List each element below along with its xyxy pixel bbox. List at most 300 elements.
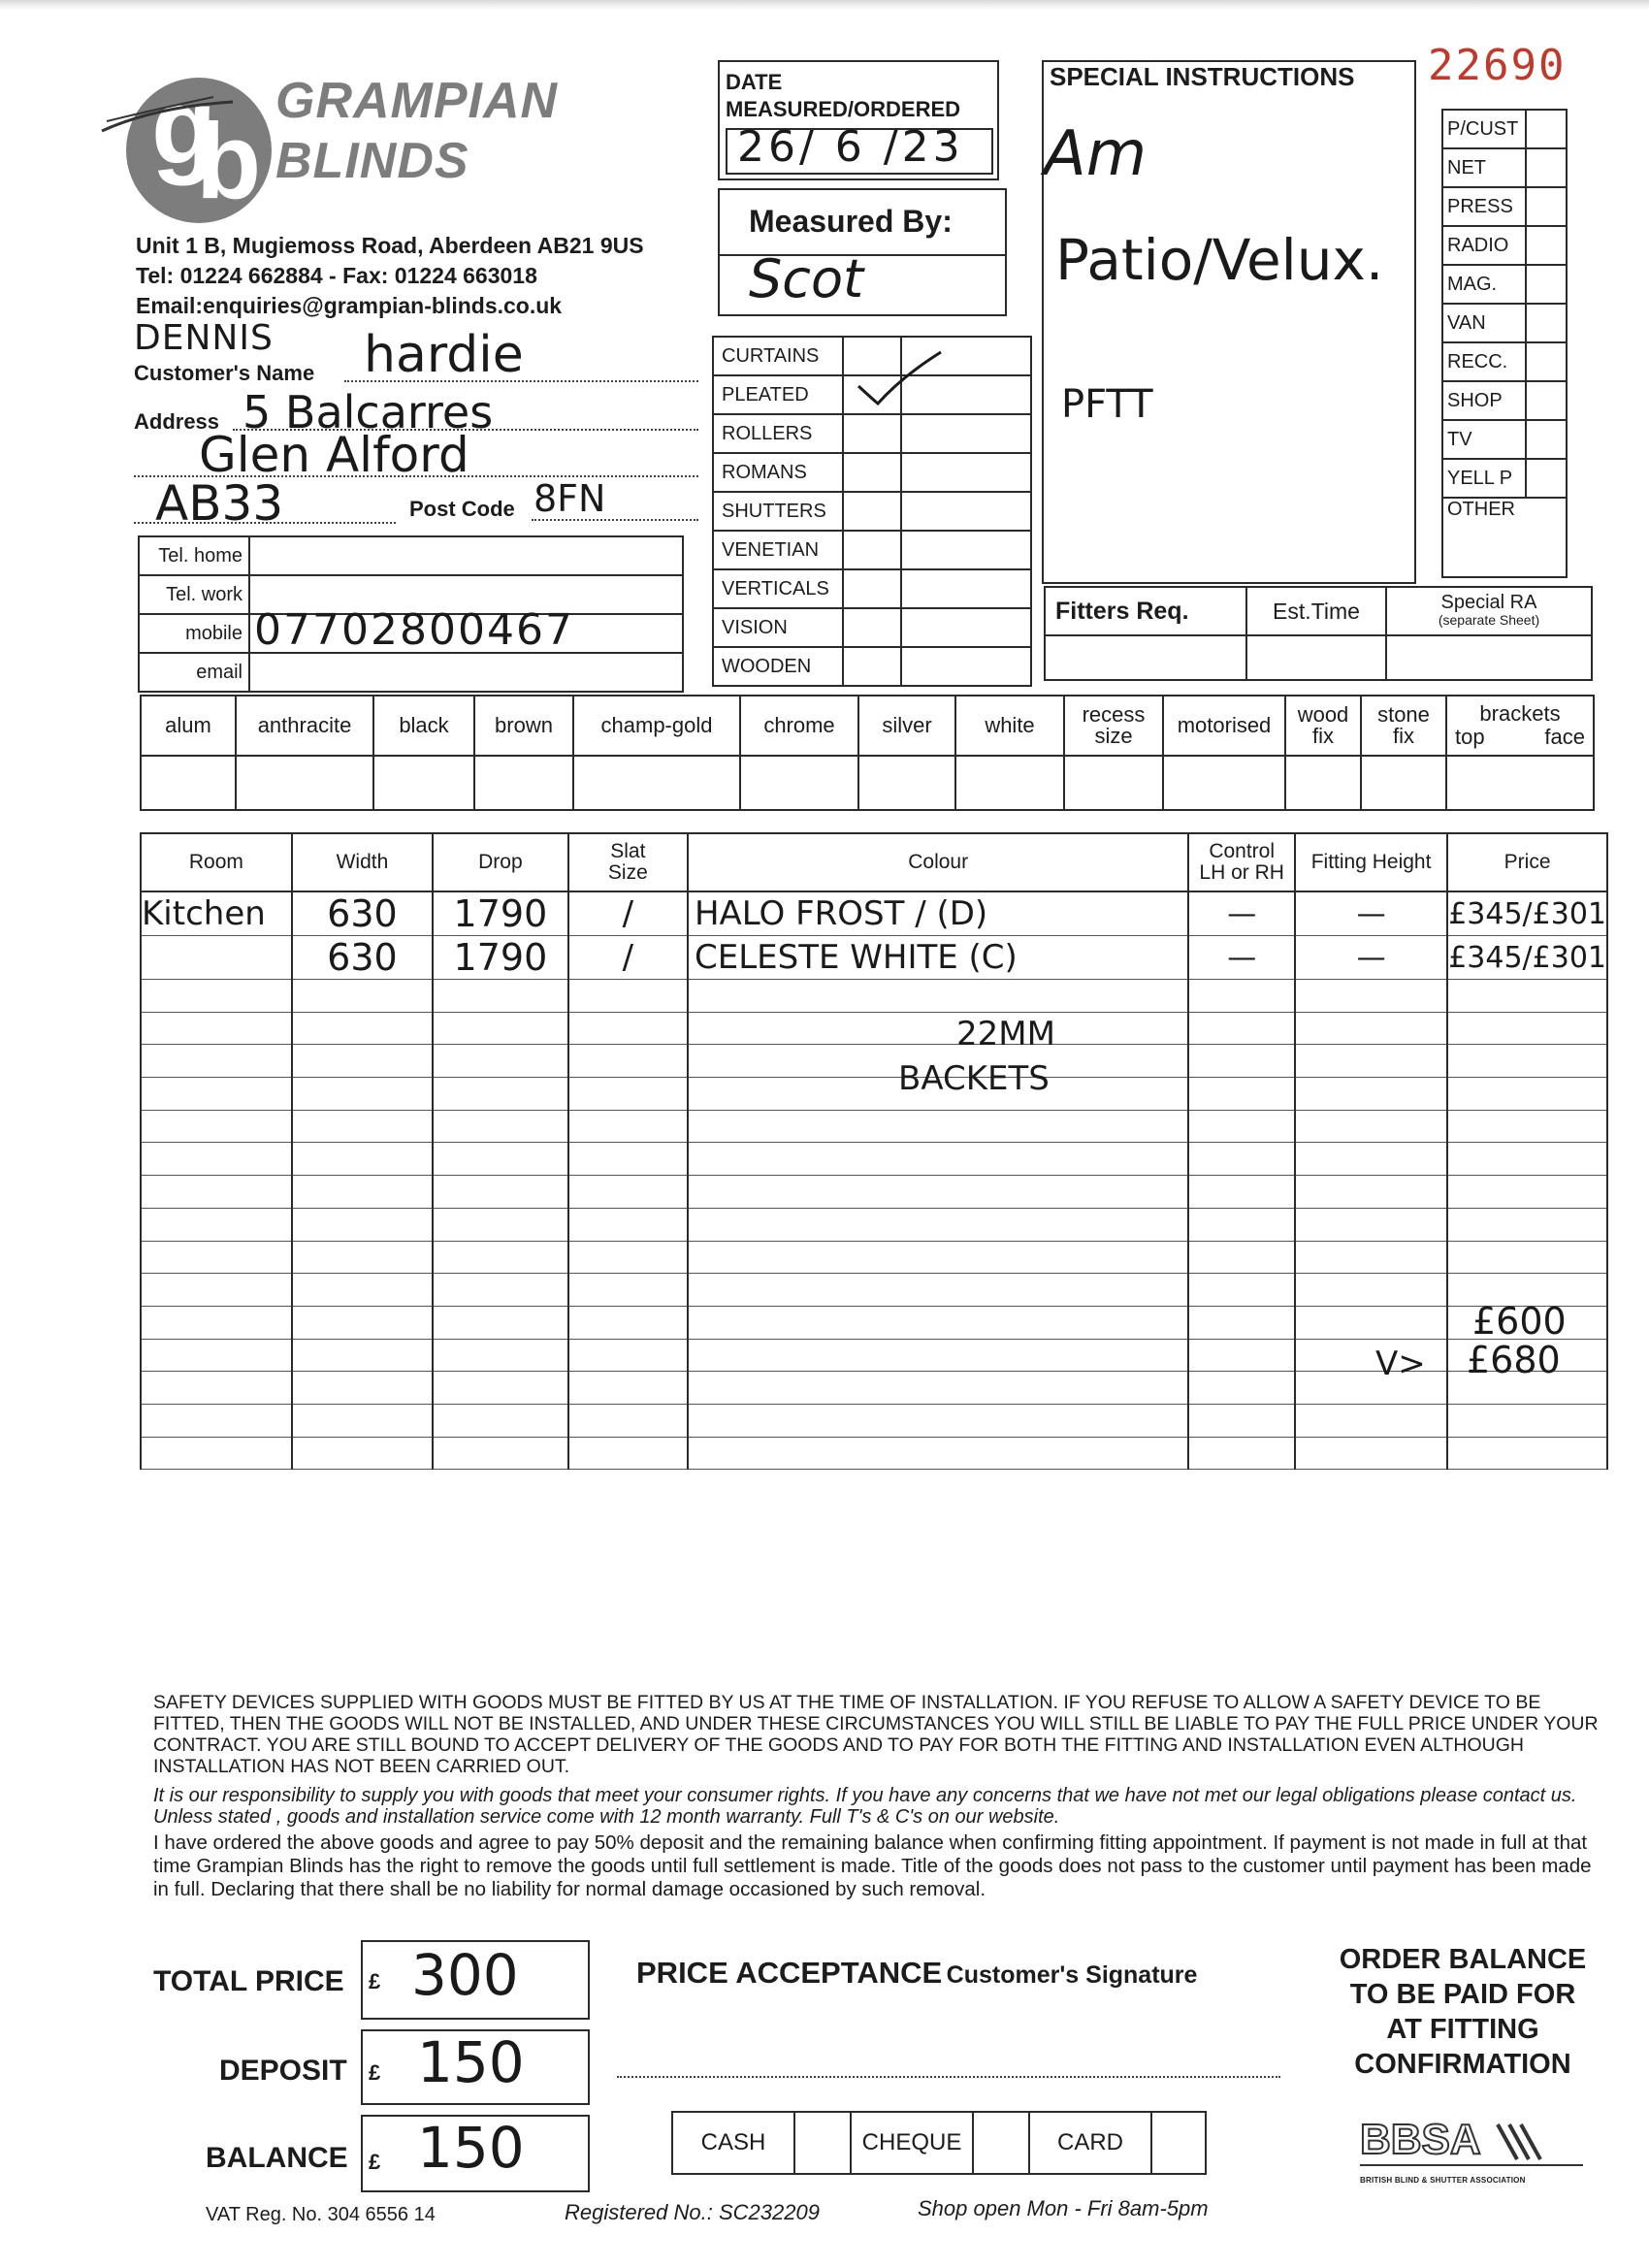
product-check[interactable]	[843, 569, 901, 608]
table-row	[141, 1078, 1607, 1111]
cell-colour[interactable]	[688, 1437, 1188, 1470]
address-line2-value: Glen Alford	[199, 427, 469, 483]
contact-table	[138, 535, 684, 693]
email-field[interactable]	[249, 653, 683, 692]
product-extra[interactable]	[901, 608, 1031, 647]
cell-colour[interactable]: CELESTE WHITE (C)	[688, 936, 1188, 980]
total-price-label: TOTAL PRICE	[153, 1965, 344, 1997]
table-row	[141, 1176, 1607, 1209]
cell-colour[interactable]	[688, 1306, 1188, 1339]
bracket-face-text: face	[1544, 725, 1585, 749]
order-balance-line1: ORDER BALANCE	[1339, 1944, 1587, 1975]
cell-fitting[interactable]	[1295, 1143, 1447, 1176]
date-field[interactable]	[726, 122, 993, 175]
payment-card-label: CARD	[1029, 2112, 1151, 2174]
product-check[interactable]	[843, 375, 901, 414]
cell-width[interactable]: 630	[292, 936, 433, 980]
price-acceptance-label: PRICE ACCEPTANCE	[636, 1956, 943, 1990]
deposit-value: 150	[417, 2029, 525, 2095]
cell-drop[interactable]: 1790	[433, 936, 568, 980]
company-email: Email:enquiries@grampian-blinds.co.uk	[136, 293, 563, 318]
header-price: Price	[1447, 833, 1607, 891]
cell-price[interactable]	[1447, 1078, 1607, 1111]
colour-silver-check[interactable]	[858, 756, 955, 810]
product-extra[interactable]	[901, 453, 1031, 492]
cell-width[interactable]	[292, 1110, 433, 1143]
source-check[interactable]	[1526, 304, 1567, 342]
order-balance-line3: AT FITTING	[1386, 2014, 1539, 2045]
cell-fitting[interactable]	[1295, 1208, 1447, 1241]
cell-slat[interactable]	[568, 1110, 688, 1143]
cell-price[interactable]: £345/£301	[1447, 936, 1607, 980]
cell-colour[interactable]	[688, 1176, 1188, 1209]
colour-chrome-check[interactable]	[740, 756, 858, 810]
cell-colour[interactable]	[688, 1372, 1188, 1405]
deposit-field[interactable]	[361, 2029, 590, 2105]
product-row	[713, 375, 1031, 414]
cell-drop[interactable]	[433, 1110, 568, 1143]
svg-text:b: b	[196, 102, 262, 221]
cell-colour[interactable]	[688, 1143, 1188, 1176]
stone-fix-text: fix	[1393, 724, 1414, 748]
cell-room[interactable]	[141, 1110, 292, 1143]
cell-fitting[interactable]	[1295, 1012, 1447, 1045]
source-check[interactable]	[1526, 187, 1567, 226]
header-drop: Drop	[433, 833, 568, 891]
cell-drop[interactable]	[433, 1143, 568, 1176]
product-check[interactable]	[843, 414, 901, 453]
payment-cash-check[interactable]	[794, 2112, 851, 2174]
cell-drop[interactable]	[433, 1208, 568, 1241]
cell-control[interactable]	[1188, 980, 1295, 1013]
cell-control[interactable]	[1188, 1110, 1295, 1143]
cell-price[interactable]	[1447, 1143, 1607, 1176]
cell-fitting[interactable]	[1295, 1274, 1447, 1307]
cell-control[interactable]: —	[1188, 936, 1295, 980]
cell-slat[interactable]	[568, 1045, 688, 1078]
colour-brown: brown	[474, 696, 573, 756]
motorised-label: motorised	[1163, 696, 1285, 756]
date-value: 26/ 6 /23	[737, 122, 964, 172]
cell-control[interactable]	[1188, 1012, 1295, 1045]
cell-width[interactable]	[292, 1208, 433, 1241]
table-row	[141, 1208, 1607, 1241]
cell-room[interactable]	[141, 1437, 292, 1470]
special-note-2: Patio/Velux.	[1055, 227, 1384, 293]
bracket-top-text: top	[1455, 725, 1485, 749]
product-label: ROLLERS	[713, 414, 843, 453]
source-check[interactable]	[1526, 342, 1567, 381]
price-acceptance	[636, 1956, 1197, 1991]
cell-slat[interactable]	[568, 1404, 688, 1437]
cell-width[interactable]	[292, 1306, 433, 1339]
fitters-field[interactable]	[1045, 635, 1246, 680]
cell-slat[interactable]	[568, 1274, 688, 1307]
logo-swoosh-icon	[97, 78, 242, 155]
product-row	[713, 608, 1031, 647]
cell-drop[interactable]	[433, 1012, 568, 1045]
address-line1-value: 5 Balcarres	[242, 386, 494, 438]
cell-slat[interactable]	[568, 1306, 688, 1339]
balance-value: 150	[417, 2115, 525, 2181]
stone-fix-check[interactable]	[1361, 756, 1446, 810]
total-price-field[interactable]	[361, 1940, 590, 2020]
cell-width[interactable]	[292, 1274, 433, 1307]
brackets-text: brackets	[1479, 701, 1561, 726]
wood-fix-label	[1285, 696, 1361, 756]
date-label-1: DATE	[726, 70, 783, 94]
customer-signature-label: Customer's Signature	[946, 1961, 1198, 1989]
cell-price[interactable]	[1447, 1208, 1607, 1241]
cell-room[interactable]	[141, 980, 292, 1013]
cell-slat[interactable]: /	[568, 936, 688, 980]
cell-control[interactable]	[1188, 1372, 1295, 1405]
recess-size-field[interactable]	[1064, 756, 1163, 810]
cell-drop[interactable]	[433, 1372, 568, 1405]
bbsa-letters: BBSA	[1360, 2117, 1481, 2163]
cell-fitting[interactable]	[1295, 1045, 1447, 1078]
source-check[interactable]	[1526, 148, 1567, 187]
cell-slat[interactable]	[568, 980, 688, 1013]
cell-slat[interactable]	[568, 1241, 688, 1274]
customer-name-label: Customer's Name	[134, 361, 315, 385]
cell-room[interactable]	[141, 1078, 292, 1111]
product-check[interactable]	[843, 453, 901, 492]
deposit-currency: £	[369, 2060, 381, 2085]
payment-cheque-check[interactable]	[973, 2112, 1029, 2174]
tel-work-label: Tel. work	[139, 575, 249, 614]
note-22mm: 22MM	[956, 1015, 1055, 1053]
address-label: Address	[134, 409, 220, 434]
reference-number: 22690	[1428, 41, 1567, 90]
table-row	[141, 1012, 1607, 1045]
cell-drop[interactable]	[433, 1339, 568, 1372]
cell-price[interactable]	[1447, 1241, 1607, 1274]
cell-fitting[interactable]	[1295, 980, 1447, 1013]
colour-anthracite: anthracite	[236, 696, 373, 756]
source-label: TV	[1442, 420, 1526, 459]
cell-control[interactable]	[1188, 1274, 1295, 1307]
cell-width[interactable]	[292, 980, 433, 1013]
check-mark-icon	[854, 347, 951, 415]
brackets-label	[1446, 696, 1594, 756]
colour-chrome: chrome	[740, 696, 858, 756]
cell-colour[interactable]	[688, 1241, 1188, 1274]
order-balance-line2: TO BE PAID FOR	[1349, 1979, 1576, 2010]
table-row	[141, 891, 1607, 936]
product-row	[713, 492, 1031, 531]
cell-drop[interactable]	[433, 1241, 568, 1274]
cell-width[interactable]	[292, 1176, 433, 1209]
cell-drop[interactable]	[433, 1306, 568, 1339]
cell-fitting[interactable]: —	[1295, 936, 1447, 980]
customer-name-value: hardie	[364, 326, 524, 384]
table-row	[141, 1437, 1607, 1470]
product-extra[interactable]	[901, 414, 1031, 453]
special-ra-field[interactable]	[1386, 635, 1592, 680]
payment-method-table	[671, 2111, 1207, 2175]
cell-drop[interactable]	[433, 1045, 568, 1078]
special-instructions-box[interactable]	[1042, 60, 1416, 584]
colour-black-check[interactable]	[373, 756, 474, 810]
cell-width[interactable]	[292, 1372, 433, 1405]
fitters-table	[1044, 586, 1593, 681]
product-extra[interactable]	[901, 647, 1031, 686]
cell-room[interactable]	[141, 1339, 292, 1372]
header-control	[1188, 833, 1295, 891]
cell-drop[interactable]	[433, 980, 568, 1013]
brackets-field[interactable]	[1446, 756, 1594, 810]
cell-slat[interactable]	[568, 1339, 688, 1372]
cell-width[interactable]: 630	[292, 891, 433, 936]
cell-fitting[interactable]	[1295, 1176, 1447, 1209]
motorised-check[interactable]	[1163, 756, 1285, 810]
product-extra[interactable]	[901, 569, 1031, 608]
cell-price[interactable]	[1447, 1110, 1607, 1143]
product-label: SHUTTERS	[713, 492, 843, 531]
cell-drop[interactable]: 1790	[433, 891, 568, 936]
cell-control[interactable]	[1188, 1176, 1295, 1209]
cell-room[interactable]	[141, 1372, 292, 1405]
source-check[interactable]	[1526, 420, 1567, 459]
stone-fix-label	[1361, 696, 1446, 756]
cell-price[interactable]	[1447, 980, 1607, 1013]
source-check[interactable]	[1526, 110, 1567, 148]
note-vs-prefix: V>	[1375, 1345, 1426, 1383]
wood-fix-check[interactable]	[1285, 756, 1361, 810]
colour-champ-gold-check[interactable]	[573, 756, 740, 810]
product-row	[713, 647, 1031, 686]
cell-room[interactable]	[141, 1045, 292, 1078]
source-check[interactable]	[1526, 265, 1567, 304]
colour-white: white	[955, 696, 1064, 756]
recess-size-label	[1064, 696, 1163, 756]
cell-slat[interactable]	[568, 1208, 688, 1241]
cell-fitting[interactable]: —	[1295, 891, 1447, 936]
source-label: OTHER	[1442, 498, 1567, 577]
cell-room[interactable]	[141, 1012, 292, 1045]
bbsa-subtitle: BRITISH BLIND & SHUTTER ASSOCIATION	[1360, 2176, 1526, 2185]
bbsa-mark-icon	[1360, 2117, 1593, 2171]
table-row	[141, 1143, 1607, 1176]
cell-fitting[interactable]	[1295, 1110, 1447, 1143]
cell-colour[interactable]	[688, 980, 1188, 1013]
cell-slat[interactable]	[568, 1437, 688, 1470]
colour-silver: silver	[858, 696, 955, 756]
balance-label: BALANCE	[206, 2142, 348, 2174]
cell-room[interactable]	[141, 1241, 292, 1274]
product-label: VERTICALS	[713, 569, 843, 608]
header-slat: Slat	[610, 840, 646, 862]
colour-options-table	[140, 695, 1595, 811]
cell-room[interactable]	[141, 1143, 292, 1176]
colour-alum: alum	[141, 696, 236, 756]
cell-colour[interactable]: HALO FROST / (D)	[688, 891, 1188, 936]
cell-colour[interactable]	[688, 1110, 1188, 1143]
balance-currency: £	[369, 2150, 381, 2174]
cell-room[interactable]	[141, 1306, 292, 1339]
cell-control[interactable]	[1188, 1437, 1295, 1470]
tel-home-field[interactable]	[249, 536, 683, 575]
payment-cheque-label: CHEQUE	[851, 2112, 973, 2174]
cell-slat[interactable]	[568, 1176, 688, 1209]
source-label: YELL P	[1442, 459, 1526, 498]
bbsa-logo	[1360, 2117, 1593, 2185]
product-check[interactable]	[843, 492, 901, 531]
source-label: PRESS	[1442, 187, 1526, 226]
cell-control[interactable]	[1188, 1078, 1295, 1111]
cell-price[interactable]	[1447, 1045, 1607, 1078]
cell-slat[interactable]	[568, 1143, 688, 1176]
cell-room[interactable]	[141, 1208, 292, 1241]
cell-colour[interactable]	[688, 1339, 1188, 1372]
cell-price[interactable]	[1447, 1012, 1607, 1045]
note-total-1: £600	[1472, 1300, 1567, 1343]
balance-field[interactable]	[361, 2115, 590, 2192]
cell-control[interactable]	[1188, 1404, 1295, 1437]
cell-control[interactable]	[1188, 1045, 1295, 1078]
colour-brown-check[interactable]	[474, 756, 573, 810]
order-balance-line4: CONFIRMATION	[1354, 2049, 1571, 2080]
cell-price[interactable]	[1447, 1404, 1607, 1437]
note-backets: BACKETS	[898, 1059, 1050, 1098]
mobile-field[interactable]	[249, 605, 683, 655]
cell-room[interactable]	[141, 1176, 292, 1209]
cell-room[interactable]	[141, 936, 292, 980]
signature-line[interactable]	[617, 2076, 1280, 2078]
date-label-2: MEASURED/ORDERED	[726, 97, 961, 121]
product-extra[interactable]	[901, 531, 1031, 569]
cell-width[interactable]	[292, 1437, 433, 1470]
address-line3-value: AB33	[155, 475, 284, 532]
cell-room[interactable]	[141, 1274, 292, 1307]
special-instructions-label: SPECIAL INSTRUCTIONS	[1050, 62, 1355, 91]
mobile-label: mobile	[139, 614, 249, 653]
cell-fitting[interactable]	[1295, 1241, 1447, 1274]
cell-room[interactable]	[141, 1404, 292, 1437]
cell-fitting[interactable]	[1295, 1404, 1447, 1437]
cell-control[interactable]	[1188, 1143, 1295, 1176]
postcode-value: 8FN	[534, 477, 606, 520]
email-label: email	[139, 653, 249, 692]
registered-number: Registered No.: SC232209	[565, 2200, 820, 2224]
source-check[interactable]	[1526, 459, 1567, 498]
product-label: ROMANS	[713, 453, 843, 492]
cell-width[interactable]	[292, 1404, 433, 1437]
payment-terms: I have ordered the above goods and agree to pay 50% deposit and the remaining balance when confirming fitting appointment. If payment is not made in full at that time Grampian Blinds has the right to remove the goods until full settlement is made. Title of the goods does not pass to the customer until payment has been made in full. Declaring that there shall be no liability for normal damage occasioned by such removal.	[153, 1831, 1592, 1900]
cell-slat[interactable]	[568, 1372, 688, 1405]
cell-price[interactable]	[1447, 1176, 1607, 1209]
wood-text: wood	[1297, 702, 1349, 727]
cell-drop[interactable]	[433, 1078, 568, 1111]
source-label: MAG.	[1442, 265, 1526, 304]
safety-terms: SAFETY DEVICES SUPPLIED WITH GOODS MUST BE FITTED BY US AT THE TIME OF INSTALLATION. IF YOU REFUSE TO ALLOW A SAFETY DEVICE TO BE FITTED, THEN THE GOODS WILL NOT BE INSTALLED, AND UNDER THESE CIRCUMSTANCES YOU WILL STILL BE LIABLE TO PAY THE FULL PRICE UNDER YOUR CONTRACT. YOU ARE STILL BOUND TO ACCEPT DELIVERY OF THE GOODS AND TO PAY FOR BOTH THE FITTING AND INSTALLATION EVEN ALTHOUGH INSTALLATION HAS NOT BEEN CARRIED OUT.	[153, 1692, 1599, 1777]
cell-control[interactable]	[1188, 1339, 1295, 1372]
product-extra[interactable]	[901, 492, 1031, 531]
cell-colour[interactable]	[688, 1274, 1188, 1307]
svg-text:g: g	[151, 74, 217, 186]
cell-colour[interactable]	[688, 1208, 1188, 1241]
cell-drop[interactable]	[433, 1176, 568, 1209]
header-room: Room	[141, 833, 292, 891]
cell-width[interactable]	[292, 1078, 433, 1111]
cell-drop[interactable]	[433, 1404, 568, 1437]
source-label: VAN	[1442, 304, 1526, 342]
cell-price[interactable]: £345/£301	[1447, 891, 1607, 936]
colour-white-check[interactable]	[955, 756, 1064, 810]
cell-drop[interactable]	[433, 1274, 568, 1307]
source-check[interactable]	[1526, 226, 1567, 265]
product-row	[713, 453, 1031, 492]
product-check[interactable]	[843, 531, 901, 569]
table-row	[141, 1306, 1607, 1339]
note-total-2: £680	[1467, 1339, 1561, 1381]
cell-slat[interactable]	[568, 1012, 688, 1045]
product-check[interactable]	[843, 647, 901, 686]
colour-champ-gold: champ-gold	[573, 696, 740, 756]
table-row	[141, 1045, 1607, 1078]
fitters-label: Fitters Req.	[1045, 587, 1246, 635]
company-address: Unit 1 B, Mugiemoss Road, Aberdeen AB21 9US	[136, 233, 644, 258]
special-note-1: Am	[1044, 118, 1148, 190]
cell-drop[interactable]	[433, 1437, 568, 1470]
table-row	[141, 1110, 1607, 1143]
stone-text: stone	[1377, 702, 1430, 727]
cell-width[interactable]	[292, 1339, 433, 1372]
wood-fix-text: fix	[1312, 724, 1334, 748]
cell-room[interactable]: Kitchen	[141, 891, 292, 936]
cell-control[interactable]: —	[1188, 891, 1295, 936]
cell-width[interactable]	[292, 1143, 433, 1176]
order-balance-note	[1311, 1942, 1614, 2082]
cell-control[interactable]	[1188, 1241, 1295, 1274]
cell-width[interactable]	[292, 1241, 433, 1274]
cell-width[interactable]	[292, 1012, 433, 1045]
cell-colour[interactable]	[688, 1012, 1188, 1045]
cell-fitting[interactable]	[1295, 1306, 1447, 1339]
product-label: VISION	[713, 608, 843, 647]
header-fitting-height: Fitting Height	[1295, 833, 1447, 891]
cell-slat[interactable]: /	[568, 891, 688, 936]
measured-by-box	[718, 188, 1007, 316]
deposit-label: DEPOSIT	[219, 2055, 347, 2087]
source-check[interactable]	[1526, 381, 1567, 420]
cell-colour[interactable]	[688, 1404, 1188, 1437]
mobile-value: 07702800467	[254, 605, 574, 655]
cell-slat[interactable]	[568, 1078, 688, 1111]
cell-control[interactable]	[1188, 1306, 1295, 1339]
cell-fitting[interactable]	[1295, 1078, 1447, 1111]
product-label: WOODEN	[713, 647, 843, 686]
colour-alum-check[interactable]	[141, 756, 236, 810]
company-name-line2: BLINDS	[275, 133, 469, 189]
cell-price[interactable]	[1447, 1437, 1607, 1470]
est-time-field[interactable]	[1246, 635, 1386, 680]
company-name-line1: GRAMPIAN	[275, 73, 559, 129]
colour-anthracite-check[interactable]	[236, 756, 373, 810]
header-size: Size	[607, 861, 648, 884]
page-edge	[0, 0, 1649, 10]
header-control-text: Control	[1209, 840, 1276, 862]
cell-fitting[interactable]	[1295, 1437, 1447, 1470]
cell-control[interactable]	[1188, 1208, 1295, 1241]
cell-width[interactable]	[292, 1045, 433, 1078]
special-ra-note: (separate Sheet)	[1438, 612, 1540, 628]
product-check[interactable]	[843, 608, 901, 647]
payment-card-check[interactable]	[1151, 2112, 1206, 2174]
source-label: NET	[1442, 148, 1526, 187]
company-phones: Tel: 01224 662884 - Fax: 01224 663018	[136, 263, 537, 288]
